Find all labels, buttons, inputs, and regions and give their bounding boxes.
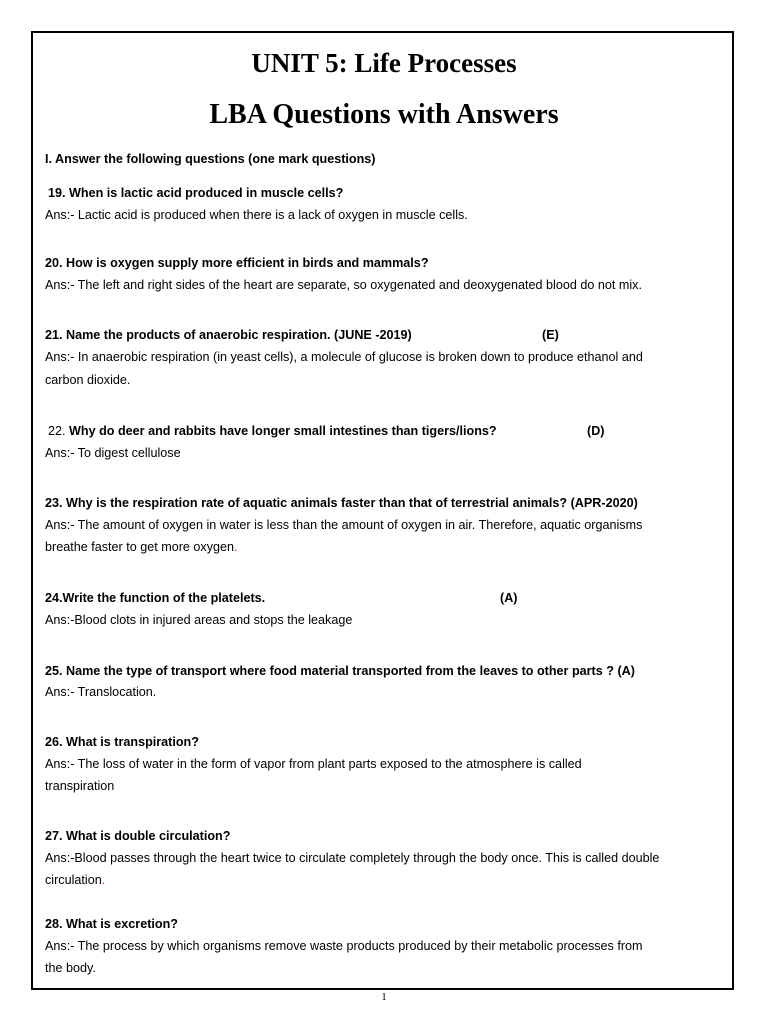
- answer-23-line1: Ans:- The amount of oxygen in water is less than the amount of oxygen in air. Therefore, aquatic organisms: [45, 518, 643, 532]
- answer-27-text: circulation: [45, 873, 102, 887]
- answer-23-line2: [45, 538, 238, 556]
- answer-23-text: breathe faster to get more oxygen: [45, 540, 235, 554]
- answer-21-line2: carbon dioxide.: [45, 373, 131, 387]
- unit-title: UNIT 5: Life Processes: [251, 48, 517, 78]
- question-28: 28. What is excretion?: [45, 917, 178, 931]
- section-heading: I. Answer the following questions (one mark questions): [45, 152, 376, 166]
- answer-24: Ans:-Blood clots in injured areas and stops the leakage: [45, 613, 353, 627]
- question-25: 25. Name the type of transport where food material transported from the leaves to other parts ? (A): [45, 664, 635, 678]
- question-26: 26. What is transpiration?: [45, 735, 199, 749]
- tag-21: (E): [542, 328, 559, 342]
- answer-21-line1: Ans:- In anaerobic respiration (in yeast cells), a molecule of glucose is broken down to produce ethanol and: [45, 350, 643, 364]
- tag-24: (A): [500, 591, 518, 605]
- page-number: 1: [381, 991, 387, 1003]
- answer-26-line1: Ans:- The loss of water in the form of vapor from plant parts exposed to the atmosphere is called: [45, 757, 582, 771]
- answer-26-line2: transpiration: [45, 779, 115, 793]
- tag-22: (D): [587, 424, 605, 438]
- question-22-text: Why do deer and rabbits have longer small intestines than tigers/lions?: [69, 424, 497, 438]
- lba-subtitle: LBA Questions with Answers: [209, 99, 559, 130]
- answer-20: Ans:- The left and right sides of the heart are separate, so oxygenated and deoxygenated blood do not mix.: [45, 278, 642, 292]
- question-20: 20. How is oxygen supply more efficient in birds and mammals?: [45, 256, 429, 270]
- answer-19: Ans:- Lactic acid is produced when there is a lack of oxygen in muscle cells.: [45, 208, 468, 222]
- question-21: 21. Name the products of anaerobic respiration. (JUNE -2019): [45, 328, 412, 342]
- answer-23-period: .: [234, 540, 238, 554]
- question-27: 27. What is double circulation?: [45, 829, 231, 843]
- question-22: [48, 422, 497, 440]
- question-19: 19. When is lactic acid produced in muscle cells?: [48, 186, 344, 200]
- question-23: 23. Why is the respiration rate of aquatic animals faster than that of terrestrial animals? (APR-2020): [45, 496, 638, 510]
- answer-27-line1: Ans:-Blood passes through the heart twice to circulate completely through the body once. This is called double: [45, 851, 660, 865]
- answer-28-line2: the body.: [45, 961, 96, 975]
- answer-27-line2: [45, 871, 105, 889]
- answer-27-period: .: [101, 873, 106, 887]
- question-24: 24.Write the function of the platelets.: [45, 591, 266, 605]
- question-22-number: 22.: [48, 424, 66, 438]
- answer-22: Ans:- To digest cellulose: [45, 446, 181, 460]
- answer-28-line1: Ans:- The process by which organisms remove waste products produced by their metabolic processes from: [45, 939, 643, 953]
- answer-25: Ans:- Translocation.: [45, 685, 157, 699]
